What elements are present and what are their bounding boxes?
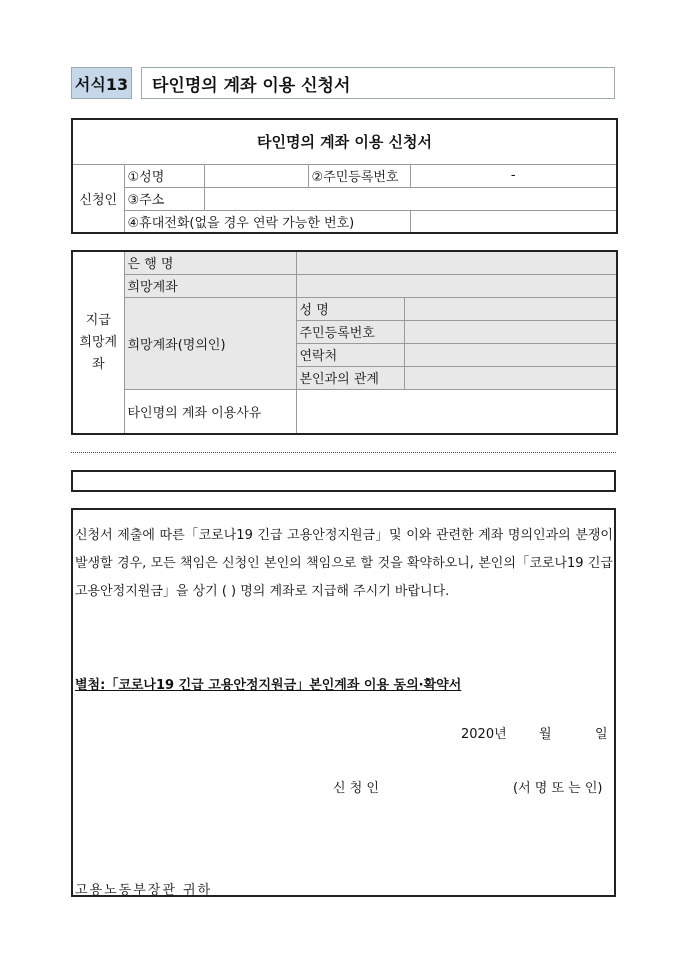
applicant-sign-label: 신 청 인 [333,781,379,796]
applicant-section-label: 신청인 [72,164,124,233]
holder-name-field[interactable] [404,297,617,320]
holder-relation-field[interactable] [404,366,617,389]
phone-field[interactable] [410,210,617,233]
account-holder-label: 희망계좌(명의인) [124,297,296,389]
account-section-label-line2: 희망계좌 [79,334,118,372]
signature-placeholder[interactable]: (서 명 또 는 인) [513,781,603,796]
pledge-box [71,508,616,897]
holder-rrn-label: 주민등록번호 [296,320,404,343]
holder-relation-label: 본인과의 관계 [296,366,404,389]
applicant-table [71,118,618,234]
date-month: 월 [539,727,552,742]
addressee: 고용노동부장관 귀하 [75,883,213,898]
name-label: ①성명 [124,164,204,187]
bank-name-label: 은 행 명 [124,251,296,274]
rrn-field[interactable]: - [410,164,617,187]
date-day: 일 [595,727,608,742]
account-number-field[interactable] [296,274,617,297]
applicant-table-title: 타인명의 계좌 이용 신청서 [72,119,617,164]
usage-reason-label: 타인명의 계좌 이용사유 [124,389,296,434]
holder-contact-label: 연락처 [296,343,404,366]
account-table [71,250,618,435]
form-number-badge: 서식13 [71,67,132,99]
holder-contact-field[interactable] [404,343,617,366]
account-section-label-line1: 지급 [85,312,111,328]
bank-name-field[interactable] [296,251,617,274]
name-field[interactable] [204,164,308,187]
blank-box [71,470,616,492]
form-title: 타인명의 계좌 이용 신청서 [141,67,615,99]
holder-name-label: 성 명 [296,297,404,320]
phone-label: ④휴대전화(없을 경우 연락 가능한 번호) [124,210,410,233]
account-number-label: 희망계좌 [124,274,296,297]
address-label: ③주소 [124,187,204,210]
pledge-text: 신청서 제출에 따른「코로나19 긴급 고용안정지원금」및 이와 관련한 계좌 명의인과의 분쟁이 발생할 경우, 모든 책임은 신청인 본인의 책임으로 할 것을 확약하오니, 본인의「코로나19 긴급 고용안정지원금」을 상기 ( ) 명의 계좌로 지급해 주시기 바랍니다. [75,528,613,599]
usage-reason-field[interactable] [296,389,617,434]
holder-rrn-field[interactable] [404,320,617,343]
attachment-note: 별첨:「코로나19 긴급 고용안정지원금」본인계좌 이용 동의·확약서 [75,678,462,693]
date-year: 2020년 [461,727,507,742]
address-field[interactable] [204,187,617,210]
account-section-label [72,251,124,434]
cut-line-divider [71,452,616,453]
rrn-label: ②주민등록번호 [308,164,410,187]
